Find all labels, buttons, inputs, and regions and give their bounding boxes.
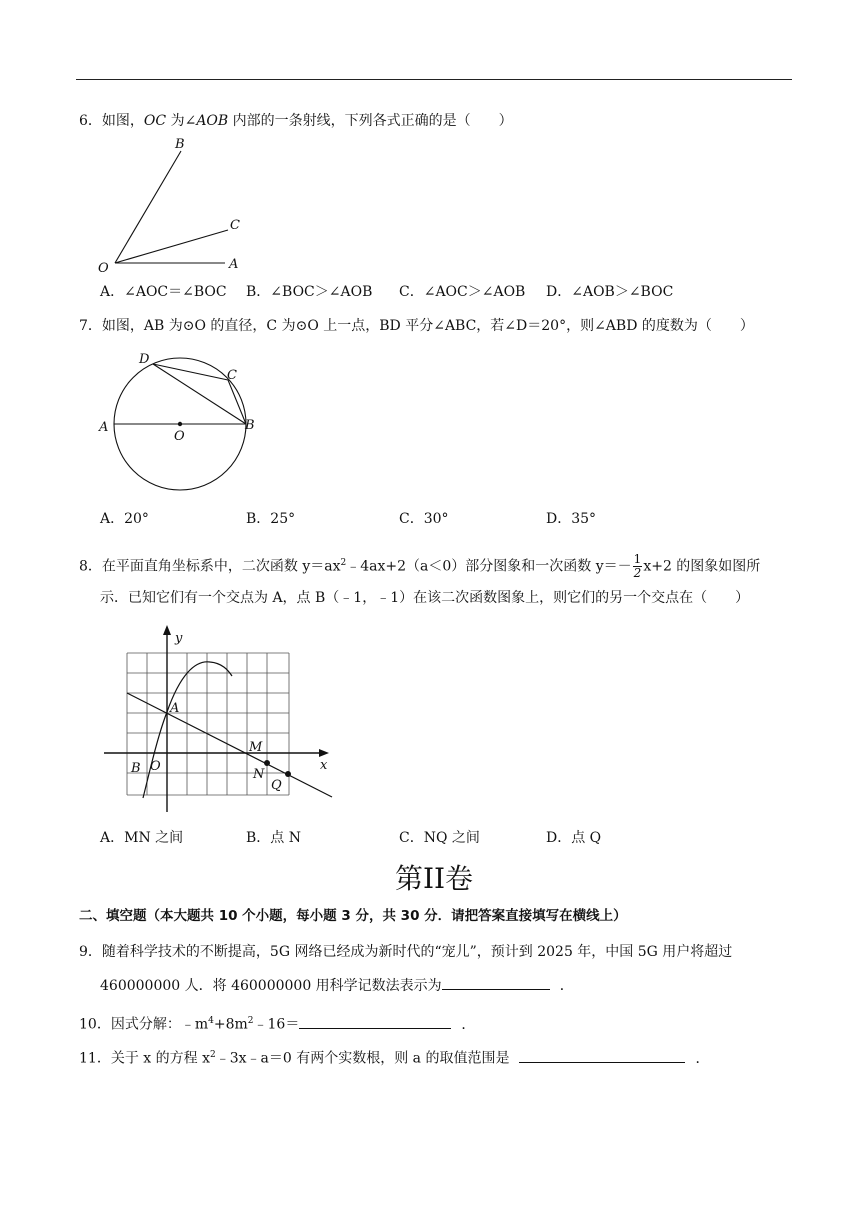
question-11 [79,1045,709,1069]
question-10 [79,1011,475,1035]
question-6-stem [79,111,513,131]
section-heading: 二、填空题（本大题共 10 个小题，每小题 3 分，共 30 分．请把答案直接填写在横线上） [79,908,627,924]
stem-text: 如图，AB 为⊙O 的直径，C 为⊙O 上一点，BD 平分∠ABC，若∠D＝20°，则∠ABD 的度数为（ ） [101,318,754,334]
question-9-line2 [100,975,574,996]
segment-cb [228,380,246,424]
q8-option-a[interactable]: A．MN 之间 [100,830,184,846]
label-y: y [175,631,183,646]
label-b: B [175,137,185,152]
label-a: A [99,420,109,435]
parabola [143,662,232,798]
label-a: A [170,701,180,716]
fraction-denominator: 2 [633,566,642,581]
y-axis-arrow [163,625,171,635]
question-7-stem [79,316,754,336]
q8-option-d[interactable]: D．点 Q [546,830,602,846]
label-m: M [249,740,263,755]
q7-option-d[interactable]: D．35° [546,511,597,527]
point-q [285,771,291,777]
label-o: O [174,429,185,444]
angle-figure [95,133,255,278]
question-number: 6． [79,113,102,129]
label-a: A [229,257,239,272]
question-number: 11． [79,1050,111,1067]
question-8-line2: 示．已知它们有一个交点为 A，点 B（﹣1，﹣1）在该二次函数图象上，则它们的另一个交点在（ ） [100,590,750,606]
stem-text: 在平面直角坐标系中，二次函数 y＝ax [101,558,341,575]
period: ． [559,978,574,994]
fraction [633,553,643,580]
period: ． [695,1050,710,1067]
stem-text: ﹣16＝ [253,1016,300,1033]
question-9-line1 [79,942,732,962]
linear-function [127,693,332,797]
stem-text: 关于 x 的方程 x [110,1050,210,1067]
label-b: B [131,761,141,776]
q7-option-b[interactable]: B．25° [246,511,296,527]
x-axis-arrow [319,749,329,757]
function-graph [100,620,340,815]
label-b: B [245,418,255,433]
stem-text: x+2 的图象如图所 [643,558,761,575]
q6-option-b[interactable]: B．∠BOC＞∠AOB [246,284,373,300]
label-d: D [139,352,150,367]
question-number: 10． [79,1016,111,1033]
q7-option-a[interactable]: A．20° [100,511,149,527]
label-o: O [98,261,109,276]
stem-text: 内部的一条射线，下列各式正确的是（ ） [228,113,513,129]
q6-option-c[interactable]: C．∠AOC＞∠AOB [399,284,526,300]
ray-oc: OC [143,113,167,129]
angle-aob: AOB [196,113,229,129]
stem-text: +8m [213,1016,248,1033]
label-o: O [150,759,161,774]
exponent: 4 [208,1016,214,1026]
label-x: x [320,758,328,773]
answer-blank-9[interactable] [442,975,550,990]
question-number: 9． [79,944,102,960]
q7-option-c[interactable]: C．30° [399,511,449,527]
center-point [178,422,182,426]
answer-blank-10[interactable] [299,1014,451,1029]
header-rule [76,79,792,80]
q8-option-b[interactable]: B．点 N [246,830,301,846]
point-n [264,760,270,766]
circle-figure [95,348,265,498]
stem-text: 随着科学技术的不断提高，5G 网络已经成为新时代的“宠儿”，预计到 2025 年，中国 5G 用户将超过 [101,944,733,960]
label-n: N [253,767,265,782]
period: ． [461,1016,476,1033]
section-title: 第II卷 [394,862,474,895]
exponent: 2 [247,1016,254,1026]
stem-text: ﹣4ax+2（a＜0）部分图象和一次函数 y＝－ [346,558,632,575]
exponent: 2 [209,1050,216,1060]
stem-text: 因式分解：﹣m [110,1016,209,1033]
question-number: 8． [79,558,102,575]
stem-text: 460000000 人．将 460000000 用科学记数法表示为 [100,978,442,994]
fraction-numerator: 1 [633,552,642,567]
stem-text: 如图， [101,113,144,129]
q6-option-d[interactable]: D．∠AOB＞∠BOC [546,284,674,300]
label-c: C [227,368,237,383]
question-8-line1 [79,549,760,581]
stem-text: 为∠ [166,113,197,129]
q8-option-c[interactable]: C．NQ 之间 [399,830,480,846]
label-c: C [230,218,240,233]
label-q: Q [271,778,282,793]
question-number: 7． [79,318,102,334]
stem-text: ﹣3x﹣a＝0 有两个实数根，则 a 的取值范围是 [215,1050,510,1067]
segment-dc [153,364,228,380]
q6-option-a[interactable]: A．∠AOC＝∠BOC [100,284,227,300]
exponent: 2 [340,558,347,568]
answer-blank-11[interactable] [519,1048,685,1063]
